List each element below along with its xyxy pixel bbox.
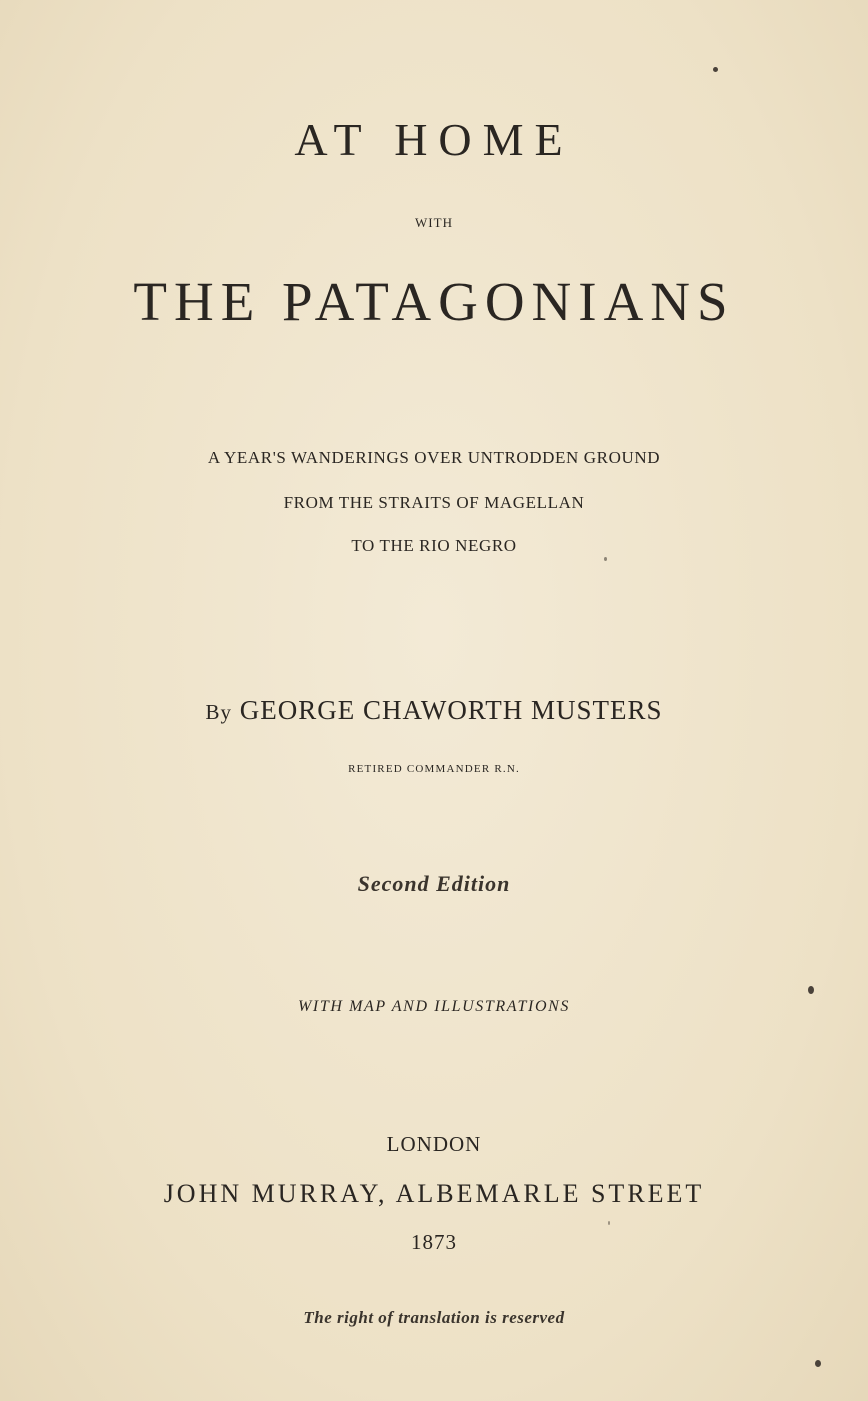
title-connector: WITH bbox=[415, 215, 453, 230]
illustrations-note: WITH MAP AND ILLUSTRATIONS bbox=[298, 998, 570, 1015]
edition-note: Second Edition bbox=[357, 871, 511, 896]
subtitle-line-3: TO THE RIO NEGRO bbox=[351, 536, 517, 555]
imprint-year: 1873 bbox=[411, 1230, 457, 1254]
author-by: By bbox=[205, 700, 233, 724]
author-rank: RETIRED COMMANDER R.N. bbox=[348, 763, 520, 775]
author-name: GEORGE CHAWORTH MUSTERS bbox=[239, 695, 663, 725]
paper-speck bbox=[815, 1360, 821, 1367]
paper-speck bbox=[713, 67, 718, 72]
paper-speck bbox=[608, 1221, 610, 1225]
imprint-city: LONDON bbox=[386, 1132, 482, 1156]
subtitle-line-1: A YEAR'S WANDERINGS OVER UNTRODDEN GROUND bbox=[207, 448, 661, 467]
paper-speck bbox=[808, 986, 814, 994]
author-line bbox=[0, 693, 868, 729]
main-title: THE PATAGONIANS bbox=[133, 271, 735, 332]
title-top: AT HOME bbox=[294, 114, 574, 165]
paper-speck bbox=[604, 557, 607, 561]
imprint-publisher: JOHN MURRAY, ALBEMARLE STREET bbox=[163, 1179, 705, 1208]
rights-notice: The right of translation is reserved bbox=[303, 1308, 565, 1327]
subtitle-line-2: FROM THE STRAITS OF MAGELLAN bbox=[283, 493, 585, 512]
